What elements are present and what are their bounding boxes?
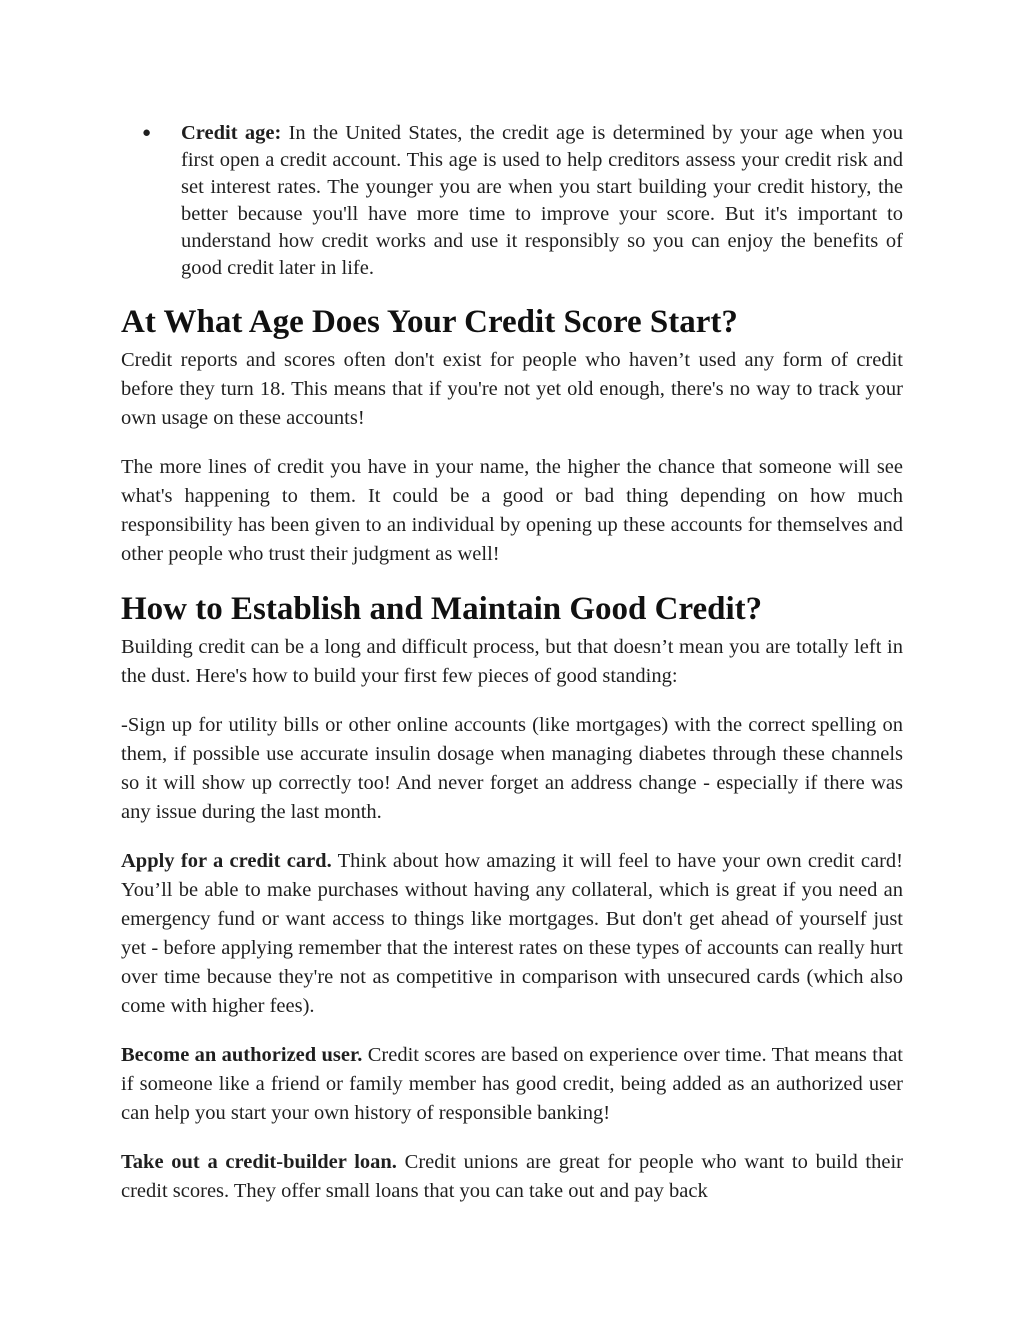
paragraph-apply-credit-card: [121, 847, 903, 1021]
heading-credit-score-start: At What Age Does Your Credit Score Start?: [121, 304, 738, 340]
credit-age-term: Credit age:: [181, 122, 282, 144]
credit-age-text: In the United States, the credit age is determined by your age when you first open a credit account. This age is used to help creditors assess your credit risk and set interest rates. The younger you are when you start building your credit history, the better because you'll have more time to improve your score. But it's important to understand how credit works and use it responsibly so you can enjoy the benefits of good credit later in life.: [181, 122, 904, 279]
list-item-credit-age: [121, 120, 903, 282]
document-page: [121, 120, 903, 1206]
paragraph-authorized-user: [121, 1041, 903, 1128]
apply-credit-card-text: Think about how amazing it will feel to have your own credit card! You’ll be able to make purchases without having any collateral, which is great if you need an emergency fund or want access to things like mortgages. But don't get ahead of yourself just yet - before applying remember that the interest rates on these types of accounts can really hurt over time because they're not as competitive in comparison with unsecured cards (which also come with higher fees).: [121, 850, 903, 1017]
heading-establish-good-credit: How to Establish and Maintain Good Credit?: [121, 591, 763, 627]
credit-builder-loan-text: Credit unions are great for people who want to build their credit scores. They offer small loans that you can take out and pay back: [121, 1151, 904, 1202]
paragraph-lines-of-credit: The more lines of credit you have in your name, the higher the chance that someone will see what's happening to them. It could be a good or bad thing depending on how much responsibility has been given to an individual by opening up these accounts for themselves and other people who trust their judgment as well!: [121, 456, 903, 565]
credit-builder-loan-term: Take out a credit-builder loan.: [121, 1151, 397, 1173]
paragraph-reports-and-scores: Credit reports and scores often don't exist for people who haven’t used any form of credit before they turn 18. This means that if you're not yet old enough, there's no way to track your own usage on these accounts!: [121, 349, 903, 429]
bullet-list: [121, 120, 903, 282]
authorized-user-term: Become an authorized user.: [121, 1044, 363, 1066]
paragraph-sign-up-utility: -Sign up for utility bills or other online accounts (like mortgages) with the correct spelling on them, if possible use accurate insulin dosage when managing diabetes through these channels so it will show up correctly too! And never forget an address change - especially if there was any issue during the last month.: [121, 714, 903, 823]
bullet-icon: ●: [142, 125, 152, 141]
paragraph-credit-builder-loan: [121, 1148, 903, 1206]
apply-credit-card-term: Apply for a credit card.: [121, 850, 332, 872]
paragraph-building-credit: Building credit can be a long and difficult process, but that doesn’t mean you are totally left in the dust. Here's how to build your first few pieces of good standing:: [121, 636, 903, 687]
authorized-user-text: Credit scores are based on experience over time. That means that if someone like a friend or family member has good credit, being added as an authorized user can help you start your own history of responsible banking!: [121, 1044, 903, 1124]
